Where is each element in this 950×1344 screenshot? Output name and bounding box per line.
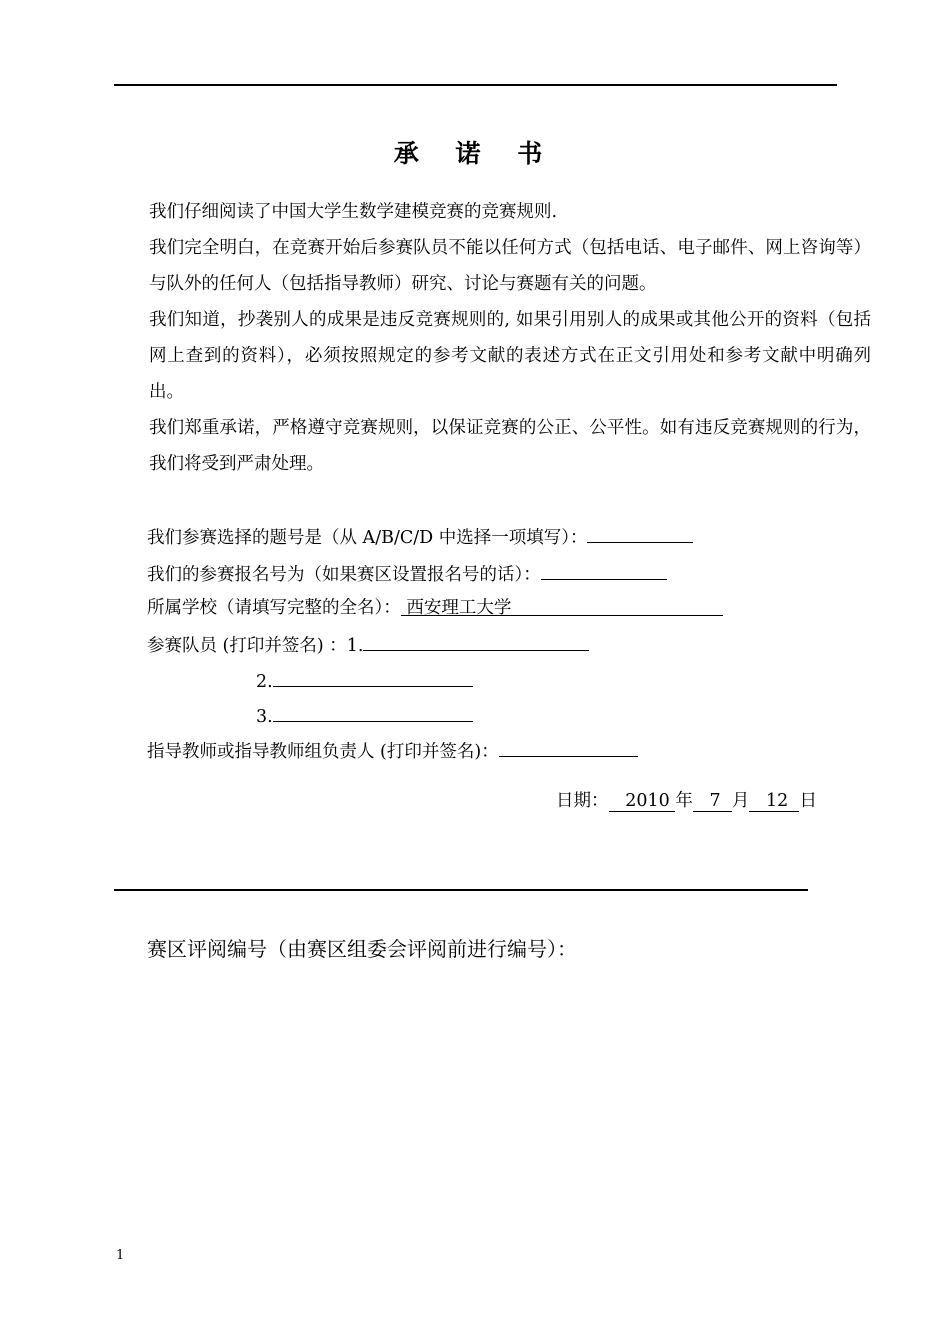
- date-year-unit: 年: [675, 791, 693, 811]
- paragraph-4: 我们郑重承诺，严格遵守竞赛规则，以保证竞赛的公正、公平性。如有违反竞赛规则的行为，我们将受到严肃处理。: [149, 418, 871, 474]
- problem-row: [147, 523, 693, 550]
- school-row: [147, 596, 723, 620]
- registration-label: 我们的参赛报名号为（如果赛区设置报名号的话）：: [147, 565, 541, 585]
- date-day: 12: [766, 791, 789, 811]
- member-2-field[interactable]: [273, 667, 473, 687]
- member-3-number: 3.: [256, 707, 273, 727]
- advisor-row: [147, 737, 638, 764]
- member-1-field[interactable]: [363, 631, 589, 651]
- date-year-field[interactable]: [609, 791, 676, 812]
- date-year: 2010: [625, 791, 670, 811]
- advisor-label: 指导教师或指导教师组负责人 (打印并签名)：: [147, 742, 499, 762]
- paragraph-3: 我们知道，抄袭别人的成果是违反竞赛规则的, 如果引用别人的成果或其他公开的资料（包括网上查到的资料），必须按照规定的参考文献的表述方式在正文引用处和参考文献中明确列出。: [149, 310, 871, 402]
- divider-rule: [114, 889, 808, 891]
- member-2-number: 2.: [256, 672, 273, 692]
- member-3-field[interactable]: [273, 702, 473, 722]
- school-value: 西安理工大学: [406, 598, 512, 618]
- date-day-unit: 日: [799, 791, 817, 811]
- member-3-row: [256, 702, 473, 729]
- date-row: [556, 789, 817, 813]
- problem-field[interactable]: [587, 523, 693, 543]
- member-2-row: [256, 667, 473, 694]
- members-label: 参赛队员 (打印并签名) ：: [147, 636, 347, 656]
- school-label: 所属学校（请填写完整的全名）：: [147, 598, 401, 618]
- advisor-field[interactable]: [499, 737, 638, 757]
- date-label: 日期：: [556, 791, 609, 811]
- school-field[interactable]: [401, 596, 723, 616]
- paragraph-1: 我们仔细阅读了中国大学生数学建模竞赛的竞赛规则.: [149, 202, 558, 222]
- page-title: 承 诺 书: [393, 139, 557, 168]
- member-1-number: 1.: [346, 636, 364, 656]
- problem-label: 我们参赛选择的题号是（从 A/B/C/D 中选择一项填写）：: [147, 528, 588, 548]
- date-day-field[interactable]: [749, 791, 799, 812]
- registration-field[interactable]: [541, 560, 667, 580]
- review-number-label: 赛区评阅编号（由赛区组委会评阅前进行编号）：: [147, 937, 577, 961]
- date-month-field[interactable]: [693, 791, 732, 812]
- member-1-row: [147, 631, 589, 658]
- date-month-unit: 月: [731, 791, 750, 811]
- paragraph-2: 我们完全明白，在竞赛开始后参赛队员不能以任何方式（包括电话、电子邮件、网上咨询等）与队外的任何人（包括指导教师）研究、讨论与赛题有关的问题。: [149, 238, 871, 294]
- registration-row: [147, 560, 667, 587]
- top-rule: [114, 84, 837, 86]
- date-month: 7: [709, 791, 721, 811]
- page-number: 1: [116, 1248, 125, 1263]
